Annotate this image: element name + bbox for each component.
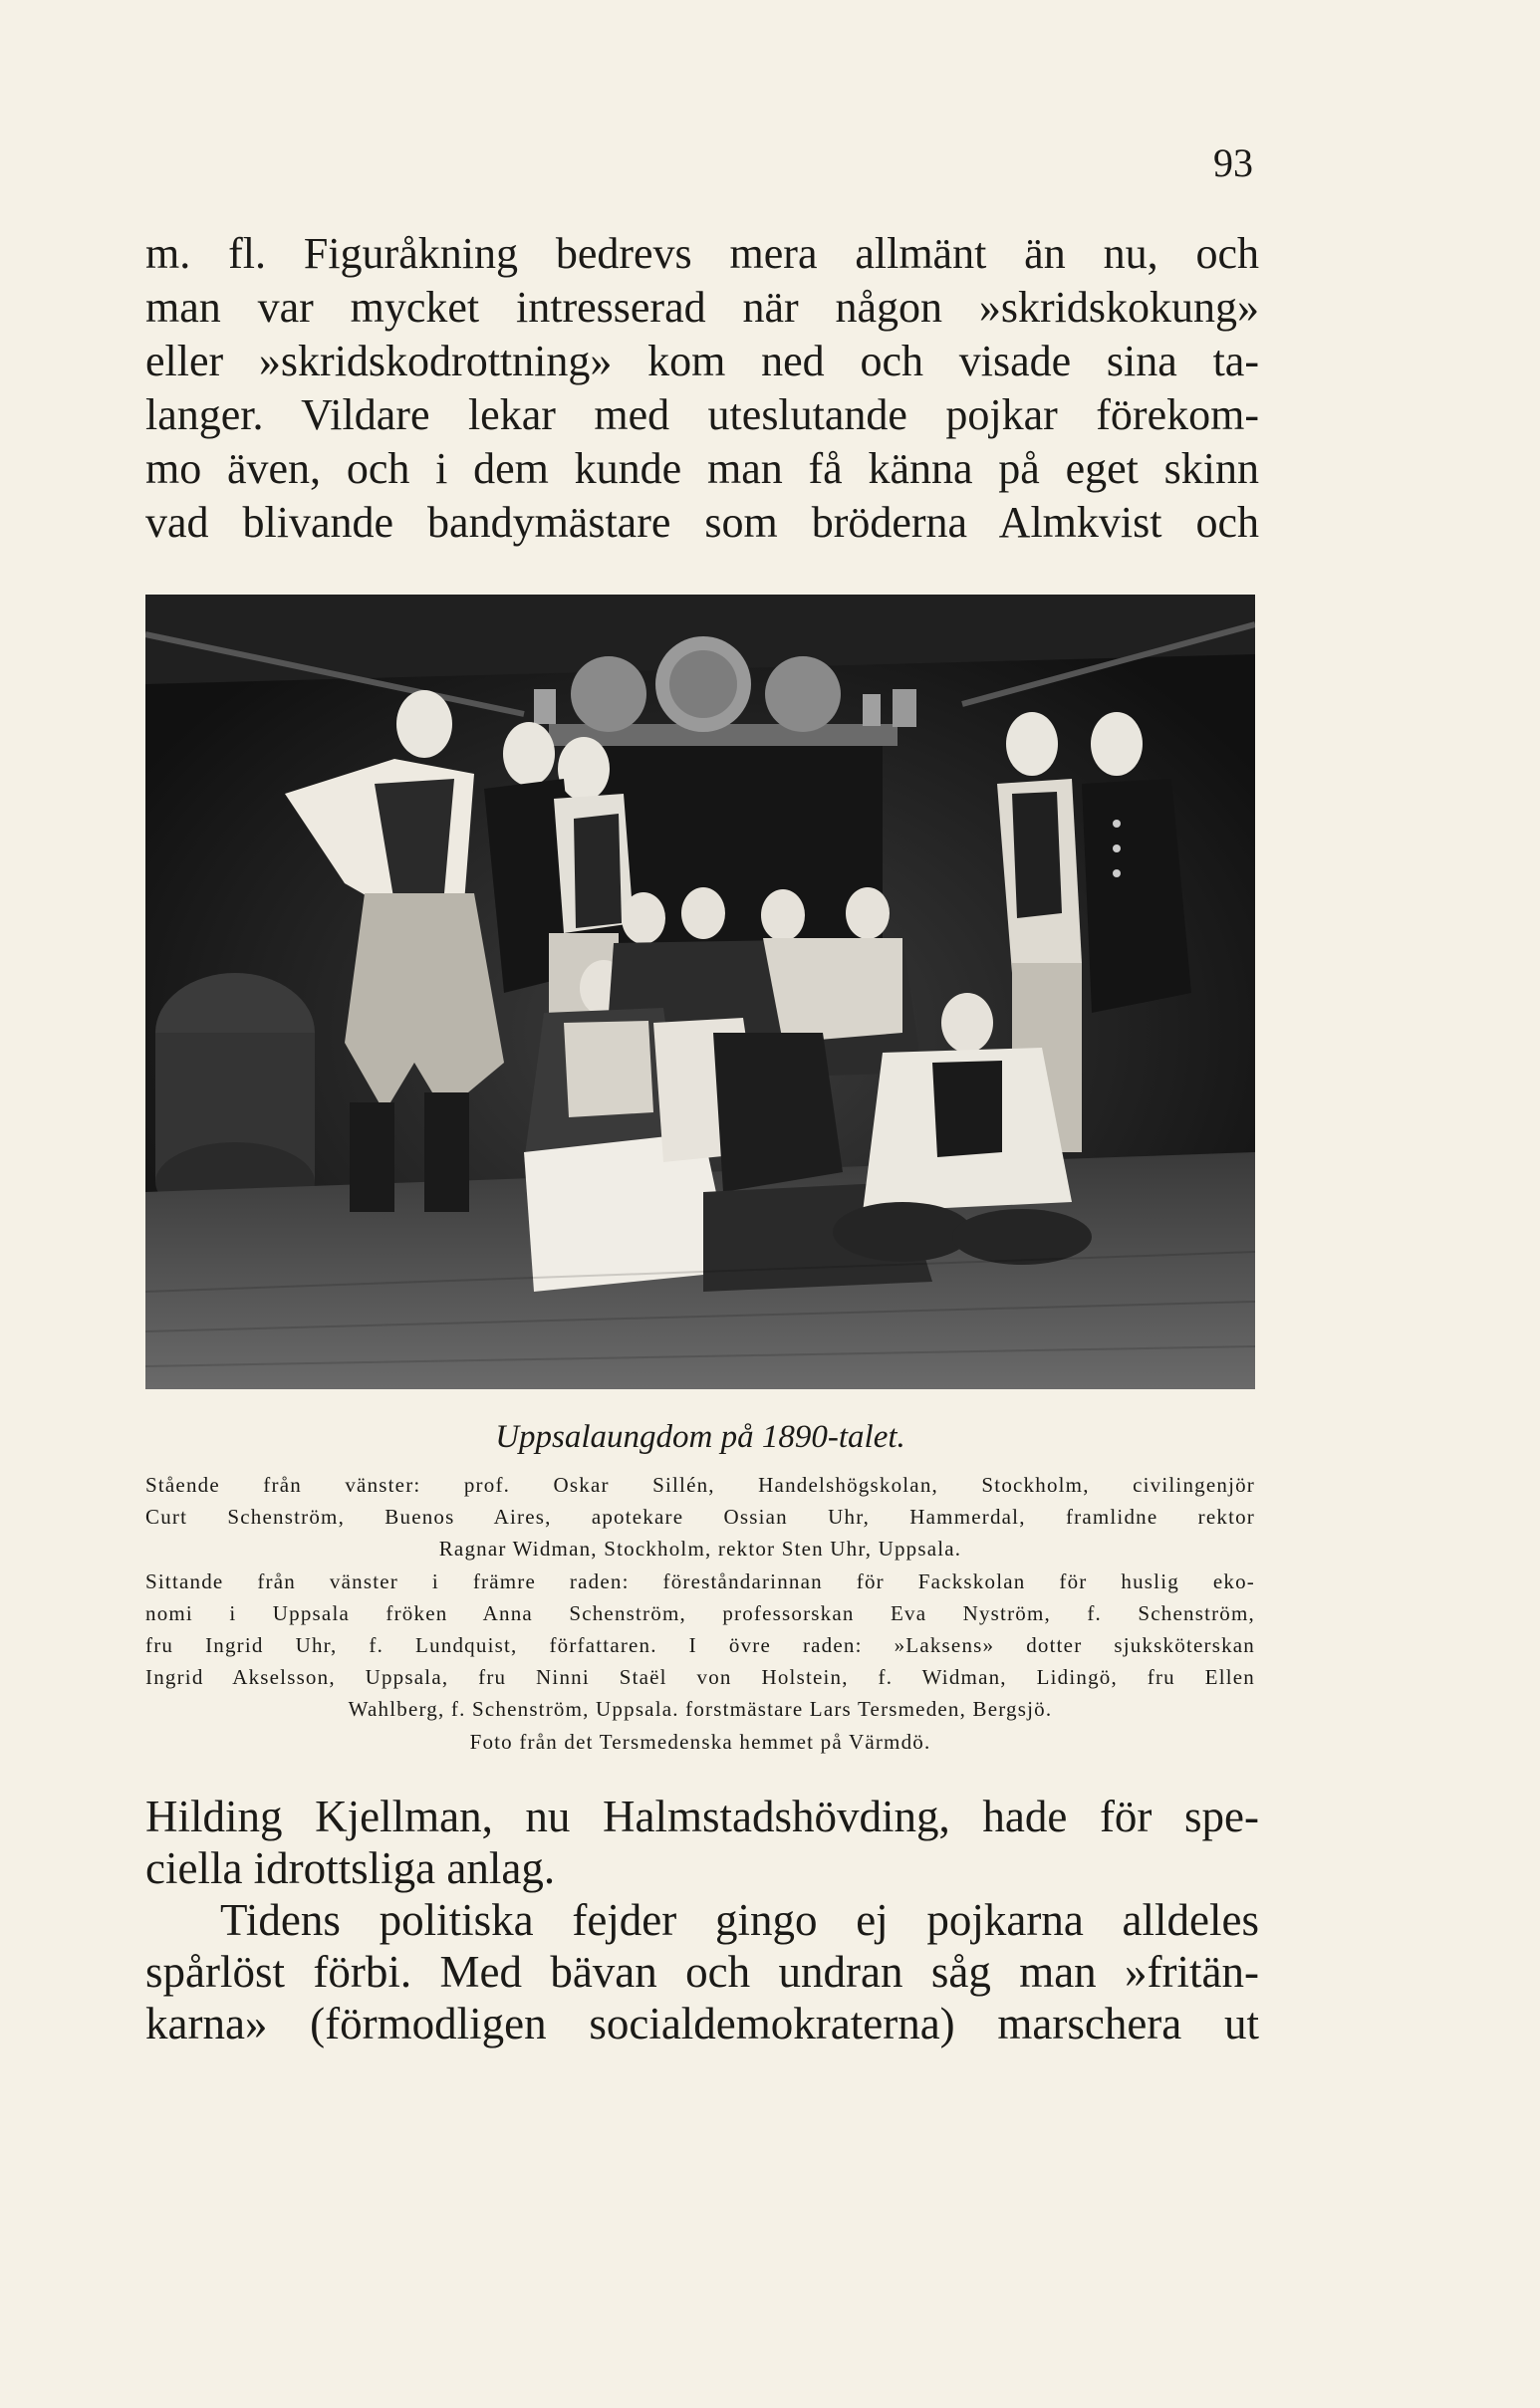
group-photograph xyxy=(145,595,1255,1389)
photo-credit: Foto från det Tersmedenska hemmet på Värmdö. xyxy=(469,1730,931,1754)
page-number: 93 xyxy=(1213,140,1253,185)
top-paragraph xyxy=(145,227,1259,550)
text-line: Hilding Kjellman, nu Halmstadshövding, hade för spe- xyxy=(145,1792,1259,1841)
bottom-paragraphs xyxy=(145,1791,1259,2049)
text-line: ciella idrottsliga anlag. xyxy=(145,1843,556,1893)
photo-illustration xyxy=(145,595,1255,1389)
caption-line: fru Ingrid Uhr, f. Lundquist, författaren. I övre raden: »Laksens» dotter sjuksköterskan xyxy=(145,1633,1255,1657)
text-line: man var mycket intresserad när någon »skridskokung» xyxy=(145,283,1259,332)
caption-line: Stående från vänster: prof. Oskar Sillén, Handelshögskolan, Stockholm, civilingenjör xyxy=(145,1473,1255,1497)
caption-line: nomi i Uppsala fröken Anna Schenström, professorskan Eva Nyström, f. Schenström, xyxy=(145,1601,1255,1625)
text-line: karna» (förmodligen socialdemokraterna) marschera ut xyxy=(145,1999,1259,2048)
text-line: spårlöst förbi. Med bävan och undran såg man »fritän- xyxy=(145,1947,1259,1997)
text-line: mo även, och i dem kunde man få känna på eget skinn xyxy=(145,444,1259,493)
caption-line: Ragnar Widman, Stockholm, rektor Sten Uhr, Uppsala. xyxy=(438,1537,962,1561)
caption-line: Wahlberg, f. Schenström, Uppsala. forstmästare Lars Tersmeden, Bergsjö. xyxy=(348,1697,1053,1721)
text-line: eller »skridskodrottning» kom ned och visade sina ta- xyxy=(145,337,1259,385)
caption-line: Curt Schenström, Buenos Aires, apotekare Ossian Uhr, Hammerdal, framlidne rektor xyxy=(145,1505,1255,1529)
text-line: vad blivande bandymästare som bröderna Almkvist och xyxy=(145,498,1259,547)
caption-sitting xyxy=(145,1565,1255,1725)
caption-line: Ingrid Akselsson, Uppsala, fru Ninni Staël von Holstein, f. Widman, Lidingö, fru Ellen xyxy=(145,1665,1255,1689)
text-line: m. fl. Figuråkning bedrevs mera allmänt än nu, och xyxy=(145,229,1259,278)
text-line: Tidens politiska fejder gingo ej pojkarna alldeles xyxy=(220,1895,1259,1945)
caption-line: Sittande från vänster i främre raden: föreståndarinnan för Fackskolan för huslig eko- xyxy=(145,1569,1255,1593)
caption-standing xyxy=(145,1469,1255,1565)
text-line: langer. Vildare lekar med uteslutande pojkar förekom- xyxy=(145,390,1259,439)
caption-title: Uppsalaungdom på 1890-talet. xyxy=(495,1419,905,1455)
